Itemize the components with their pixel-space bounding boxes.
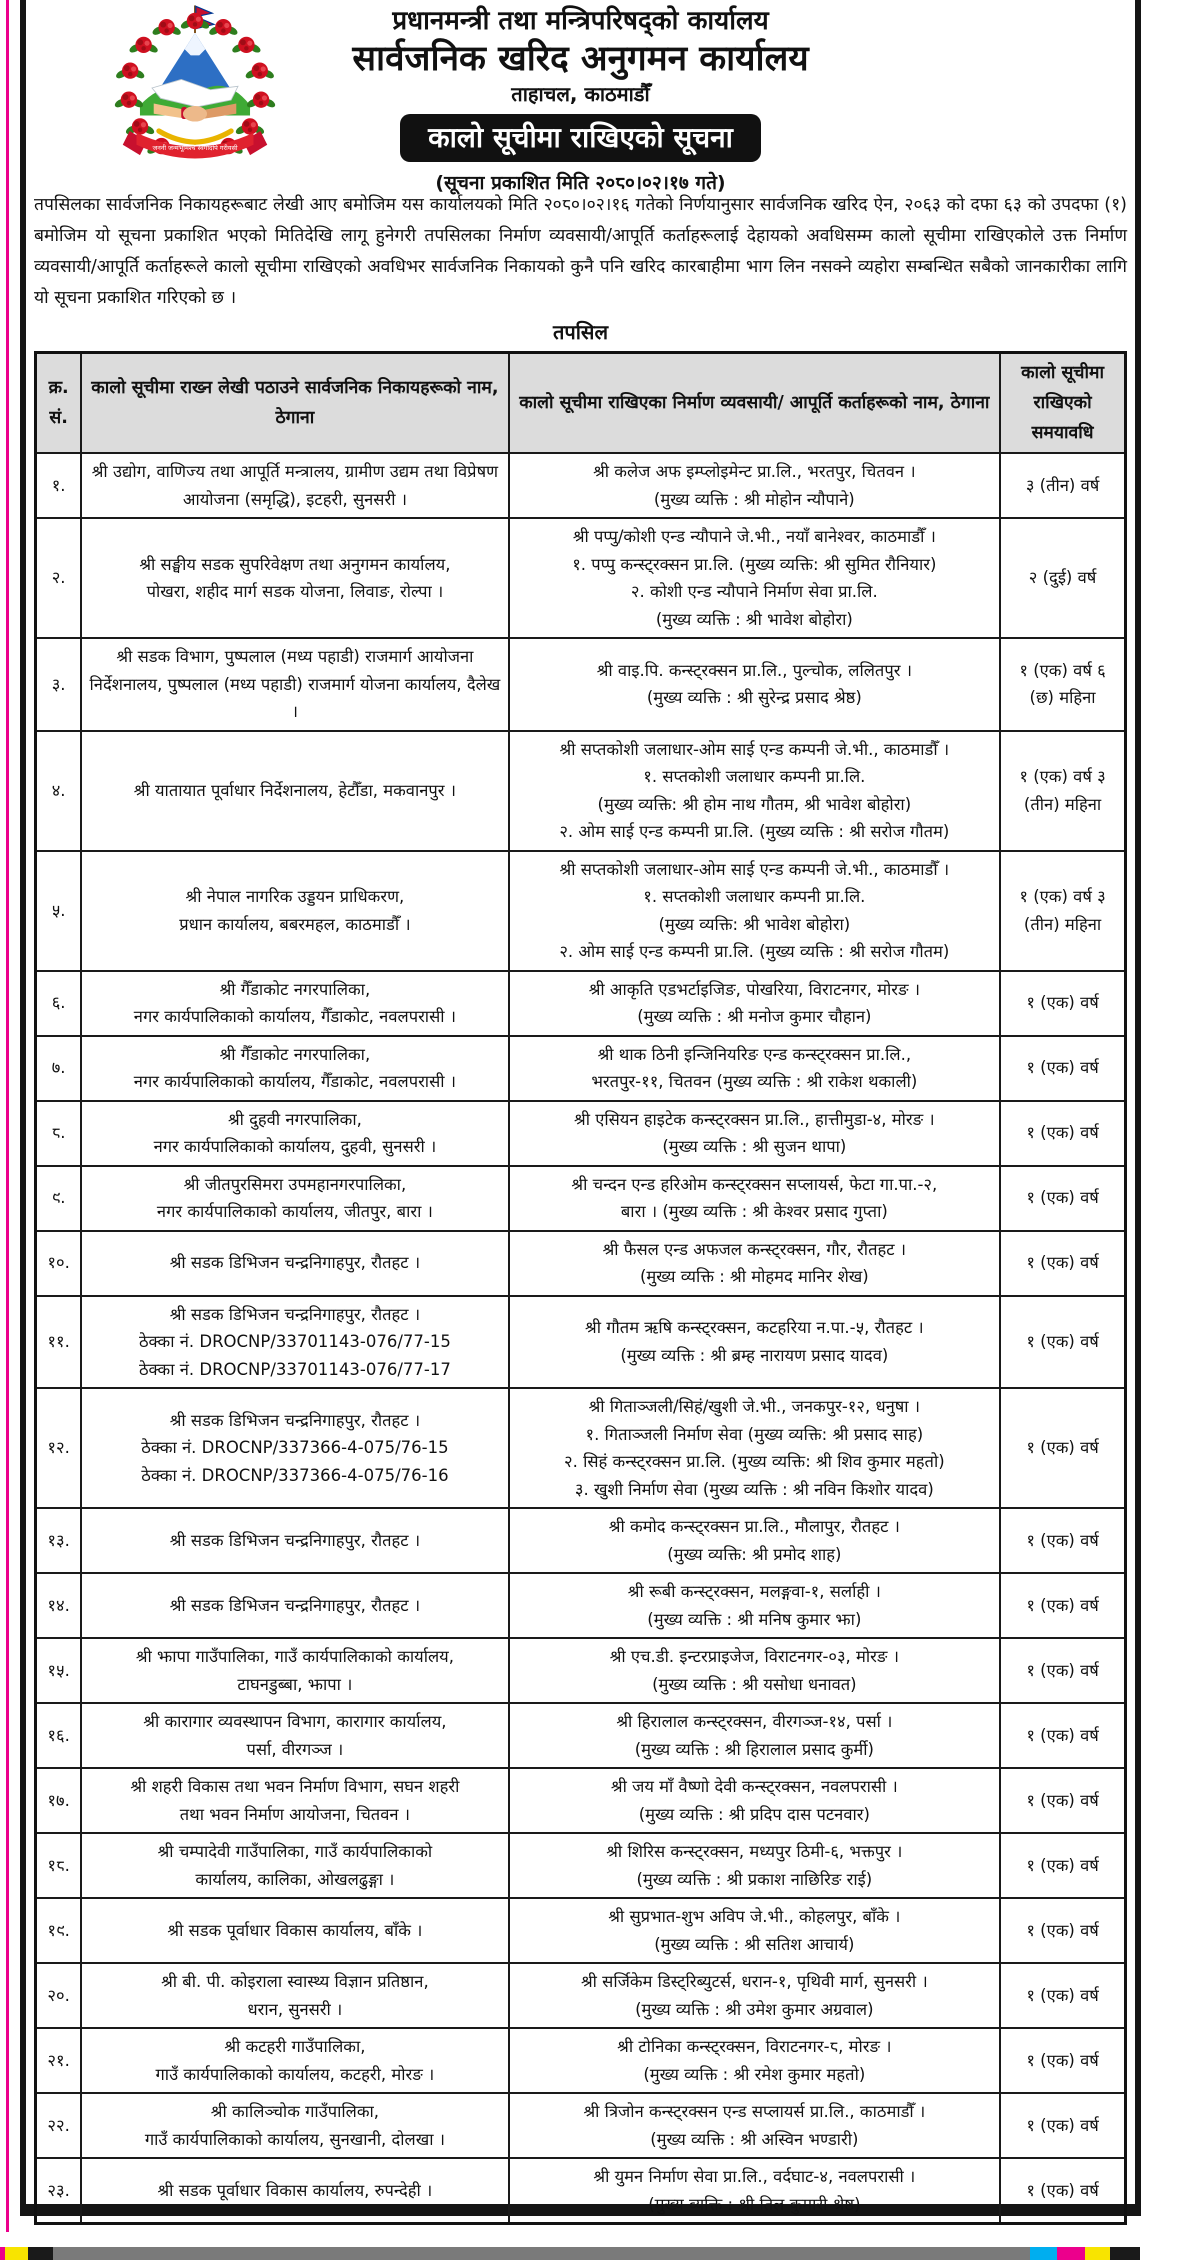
text-line: श्री सडक डिभिजन चन्द्रनिगाहपुर, रौतहट ।	[169, 1410, 421, 1430]
duration-cell: ३ (तीन) वर्ष	[1000, 453, 1125, 518]
duration-cell: १ (एक) वर्ष	[1000, 1963, 1125, 2028]
table-row	[36, 731, 1126, 851]
public-entity-cell	[81, 1231, 508, 1296]
serial-cell: १६.	[36, 1703, 82, 1768]
intro-paragraph: तपसिलका सार्वजनिक निकायहरूबाट लेखी आए बमोजिम यस कार्यालयको मिति २०८०।०२।१६ गतेको निर्णयानुसार सार्वजनिक खरिद ऐन, २०६३ को दफा ६३ को उपदफा (१) बमोजिम यो सूचना प्रकाशित भएको मितिदेखि लागू हुनेगरी तपसिलका निर्माण व्यवसायी/आपूर्ति कर्ताहरूलाई देहायको अवधिसम्म कालो सूचीमा राखिएकोले उक्त निर्माण व्यवसायी/आपूर्ति कर्ताहरूले कालो सूचीमा राखिएको अवधिभर सार्वजनिक निकायको कुनै पनि खरिद कारबाहीमा भाग लिन नसक्ने व्यहोरा सम्बन्धित सबैको जानकारीका लागि यो सूचना प्रकाशित गरिएको छ ।	[34, 195, 1127, 308]
table-row	[36, 1036, 1126, 1101]
table-row	[36, 1573, 1126, 1638]
text-line: श्री सर्जिकेम डिस्ट्रिब्युटर्स, धरान-१, पृथिवी मार्ग, सुनसरी ।	[580, 1972, 928, 1991]
text-line: (मुख्य व्यक्ति : श्री ब्रम्ह नारायण प्रसाद यादव)	[620, 1345, 889, 1365]
contractor-cell	[509, 2158, 1001, 2224]
text-line: ठेक्का नं. DROCNP/33701143-076/77-15	[138, 1332, 451, 1351]
column-header-contractor: कालो सूचीमा राखिएका निर्माण व्यवसायी/ आपूर्ति कर्ताहरूको नाम, ठेगाना	[509, 353, 1001, 454]
serial-cell: १९.	[36, 1898, 82, 1963]
contractor-cell	[509, 1573, 1001, 1638]
duration-cell: १ (एक) वर्ष ६ (छ) महिना	[1000, 638, 1125, 731]
text-line: धरान, सुनसरी ।	[247, 1999, 343, 2019]
text-line: श्री शहरी विकास तथा भवन निर्माण विभाग, सघन शहरी	[130, 1777, 460, 1796]
section-heading: तपसिल	[552, 320, 609, 344]
contractor-cell	[509, 518, 1001, 638]
text-line: श्री चन्दन एन्ड हरिओम कन्स्ट्रक्सन सप्लायर्स, फेटा गा.पा.-२,	[571, 1174, 938, 1194]
table-row	[36, 2093, 1126, 2158]
text-line: (मुख्य व्यक्ति : श्री भावेश बोहोरा)	[655, 609, 853, 629]
text-line: श्री चम्पादेवी गाउँपालिका, गाउँ कार्यपालिकाको	[157, 1842, 433, 1861]
text-line: बारा । (मुख्य व्यक्ति : श्री केश्वर प्रसाद गुप्ता)	[620, 1202, 888, 1221]
text-line: श्री उद्योग, वाणिज्य तथा आपूर्ति मन्त्रालय, ग्रामीण उद्यम तथा विप्रेषण आयोजना (समृद्धि), इटहरी, सुनसरी ।	[91, 462, 499, 509]
text-line: (मुख्य व्यक्ति : श्री सुजन थापा)	[662, 1137, 847, 1156]
public-entity-cell	[81, 1296, 508, 1389]
text-line: श्री सडक डिभिजन चन्द्रनिगाहपुर, रौतहट ।	[169, 1595, 421, 1615]
public-entity-cell	[81, 2028, 508, 2093]
text-line: श्री सडक डिभिजन चन्द्रनिगाहपुर, रौतहट ।	[169, 1304, 421, 1324]
text-line: (मुख्य व्यक्ति : श्री प्रदिप दास पटनवार)	[638, 1804, 870, 1824]
publish-date: (सूचना प्रकाशित मिति २०८०।०२।१७ गते)	[435, 172, 726, 194]
duration-cell: १ (एक) वर्ष	[1000, 1101, 1125, 1166]
public-entity-cell	[81, 1388, 508, 1508]
calibration-yellow-left	[5, 2247, 28, 2260]
text-line: पर्सा, वीरगञ्ज ।	[246, 1739, 344, 1759]
print-calibration-bar	[0, 2247, 1200, 2260]
text-line: श्री त्रिजोन कन्स्ट्रक्सन एन्ड सप्लायर्स प्रा.लि., काठमाडौँ ।	[583, 2102, 926, 2121]
nepal-emblem-graphic	[106, 2, 284, 174]
contractor-cell	[509, 1963, 1001, 2028]
duration-cell: १ (एक) वर्ष ३ (तीन) महिना	[1000, 851, 1125, 971]
text-line: श्री गिताञ्जली/सिहं/खुशी जे.भी., जनकपुर-१२, धनुषा ।	[588, 1397, 921, 1416]
text-line: श्री शिरिस कन्स्ट्रक्सन, मध्यपुर ठिमी-६, भक्तपुर ।	[606, 1842, 903, 1861]
text-line: श्री यातायात पूर्वाधार निर्देशनालय, हेटौँडा, मकवानपुर ।	[133, 780, 457, 800]
public-entity-cell	[81, 1768, 508, 1833]
table-row	[36, 1101, 1126, 1166]
text-line: २. कोशी एन्ड न्यौपाने निर्माण सेवा प्रा.लि.	[630, 582, 878, 601]
table-row	[36, 1638, 1126, 1703]
table-row	[36, 1508, 1126, 1573]
text-line: १. सप्तकोशी जलाधार कम्पनी प्रा.लि.	[643, 887, 866, 906]
calibration-yellow-right	[1085, 2247, 1110, 2260]
public-entity-cell	[81, 731, 508, 851]
text-line: (मुख्य व्यक्ति : श्री प्रकाश नाछिरिङ राई)	[636, 1869, 873, 1889]
text-line: (मुख्य व्यक्ति: श्री प्रमोद शाह)	[667, 1544, 842, 1564]
text-line: श्री कटहरी गाउँपालिका,	[224, 2037, 366, 2056]
public-entity-cell	[81, 1036, 508, 1101]
text-line: श्री गैँडाकोट नगरपालिका,	[219, 1044, 371, 1064]
public-entity-cell	[81, 638, 508, 731]
text-line: ३. खुशी निर्माण सेवा (मुख्य व्यक्ति : श्री नविन किशोर यादव)	[574, 1479, 934, 1499]
duration-cell: १ (एक) वर्ष	[1000, 1231, 1125, 1296]
text-line: प्रधान कार्यालय, बबरमहल, काठमाडौँ ।	[179, 914, 411, 934]
serial-cell: १८.	[36, 1833, 82, 1898]
text-line: टाघनडुब्बा, झापा ।	[237, 1674, 353, 1694]
table-row	[36, 851, 1126, 971]
serial-cell: १२.	[36, 1388, 82, 1508]
text-line: १. सप्तकोशी जलाधार कम्पनी प्रा.लि.	[643, 767, 866, 786]
public-entity-cell	[81, 1703, 508, 1768]
text-line: श्री गैँडाकोट नगरपालिका,	[219, 979, 371, 999]
public-entity-cell	[81, 453, 508, 518]
serial-cell: ८.	[36, 1101, 82, 1166]
public-entity-cell	[81, 1963, 508, 2028]
text-line: श्री थाक ठिनी इन्जिनियरिङ एन्ड कन्स्ट्रक्सन प्रा.लि.,	[597, 1044, 912, 1064]
serial-cell: १०.	[36, 1231, 82, 1296]
text-line: श्री सडक डिभिजन चन्द्रनिगाहपुर, रौतहट ।	[169, 1530, 421, 1550]
table-row	[36, 1231, 1126, 1296]
contractor-cell	[509, 1703, 1001, 1768]
table-row	[36, 518, 1126, 638]
serial-cell: २३.	[36, 2158, 82, 2224]
table-body	[36, 453, 1126, 2224]
table-row	[36, 1296, 1126, 1389]
text-line: श्री गौतम ऋषि कन्स्ट्रक्सन, कटहरिया न.पा.-५, रौतहट ।	[585, 1318, 924, 1338]
text-line: श्री पप्पु/कोशी एन्ड न्यौपाने जे.भी., नयाँ बानेश्वर, काठमाडौँ ।	[572, 527, 936, 546]
table-header-row	[36, 353, 1126, 454]
text-line: १. पप्पु कन्स्ट्रक्सन प्रा.लि. (मुख्य व्यक्ति: श्री सुमित रौनियार)	[572, 554, 937, 574]
serial-cell: ९.	[36, 1166, 82, 1231]
print-registration-line	[6, 0, 9, 2232]
text-line: (मुख्य व्यक्ति : श्री रमेश कुमार महतो)	[643, 2064, 866, 2084]
calibration-cyan	[1030, 2247, 1057, 2260]
contractor-cell	[509, 851, 1001, 971]
text-line: श्री कालिञ्चोक गाउँपालिका,	[210, 2102, 380, 2121]
text-line: श्री कलेज अफ इम्प्लोइमेन्ट प्रा.लि., भरतपुर, चितवन ।	[593, 462, 916, 481]
text-line: श्री सङ्घीय सडक सुपरिवेक्षण तथा अनुगमन कार्यालय,	[139, 554, 451, 574]
text-line: श्री एसियन हाइटेक कन्स्ट्रक्सन प्रा.लि., हात्तीमुडा-४, मोरङ ।	[574, 1109, 935, 1129]
emblem-motto-text: जननी जन्मभूमिश्च स्वर्गादपि गरीयसी	[152, 143, 238, 152]
contractor-cell	[509, 1388, 1001, 1508]
text-line: नगर कार्यपालिकाको कार्यालय, दुहवी, सुनसरी ।	[153, 1137, 437, 1156]
serial-cell: १४.	[36, 1573, 82, 1638]
text-line: (मुख्य व्यक्ति : श्री मोहमद मानिर शेख)	[639, 1267, 869, 1286]
public-entity-cell	[81, 1166, 508, 1231]
table-row	[36, 453, 1126, 518]
text-line: पोखरा, शहीद मार्ग सडक योजना, लिवाङ, रोल्पा ।	[146, 582, 444, 601]
contractor-cell	[509, 1833, 1001, 1898]
public-entity-cell	[81, 1508, 508, 1573]
text-line: (मुख्य व्यक्ति : श्री सतिश आचार्य)	[654, 1934, 855, 1954]
text-line: (मुख्य व्यक्ति : श्री मनोज कुमार चौहान)	[637, 1007, 872, 1026]
table-row	[36, 1898, 1126, 1963]
table-row	[36, 2028, 1126, 2093]
public-entity-cell	[81, 1638, 508, 1703]
parent-office-title: प्रधानमन्त्री तथा मन्त्रिपरिषद्को कार्यालय	[392, 6, 769, 36]
text-line: (मुख्य व्यक्ति : श्री सुरेन्द्र प्रसाद श्रेष्ठ)	[646, 688, 862, 708]
text-line: श्री युमन निर्माण सेवा प्रा.लि., वर्दघाट-४, नवलपरासी ।	[593, 2167, 916, 2186]
text-line: श्री जीतपुरसिमरा उपमहानगरपालिका,	[183, 1174, 407, 1194]
public-entity-cell	[81, 971, 508, 1036]
text-line: २. सिहं कन्स्ट्रक्सन प्रा.लि. (मुख्य व्यक्ति: श्री शिव कुमार महतो)	[564, 1452, 945, 1471]
text-line: (मुख्य व्यक्ति : श्री उमेश कुमार अग्रवाल)	[635, 1999, 874, 2019]
office-address: ताहाचल, काठमाडौँ	[511, 82, 650, 106]
column-header-entity: कालो सूचीमा राख्न लेखी पठाउने सार्वजनिक निकायहरूको नाम, ठेगाना	[81, 353, 508, 454]
contractor-cell	[509, 1166, 1001, 1231]
duration-cell: १ (एक) वर्ष	[1000, 1638, 1125, 1703]
public-entity-cell	[81, 1833, 508, 1898]
public-entity-cell	[81, 851, 508, 971]
contractor-cell	[509, 1768, 1001, 1833]
table-row	[36, 2158, 1126, 2224]
serial-cell: १.	[36, 453, 82, 518]
calibration-black-right	[1110, 2247, 1140, 2260]
text-line: ठेक्का नं. DROCNP/33701143-076/77-17	[138, 1359, 451, 1379]
contractor-cell	[509, 1231, 1001, 1296]
text-line: (मुख्य व्यक्ति : श्री यसोधा धनावत)	[652, 1674, 857, 1694]
table-row	[36, 1963, 1126, 2028]
calibration-gray-strip	[53, 2247, 1030, 2260]
duration-cell: १ (एक) वर्ष	[1000, 2158, 1125, 2224]
blacklist-table	[34, 351, 1127, 2225]
document-frame	[20, 0, 1141, 2216]
duration-cell: १ (एक) वर्ष	[1000, 971, 1125, 1036]
duration-cell: १ (एक) वर्ष	[1000, 2028, 1125, 2093]
text-line: श्री सडक पूर्वाधार विकास कार्यालय, रुपन्देही ।	[157, 2180, 433, 2200]
duration-cell: १ (एक) वर्ष	[1000, 1768, 1125, 1833]
text-line: २. ओम साई एन्ड कम्पनी प्रा.लि. (मुख्य व्यक्ति : श्री सरोज गौतम)	[559, 822, 950, 841]
text-line: (मुख्य व्यक्ति : श्री तिल कुमारी श्रेष्ठ)	[648, 2194, 861, 2214]
text-line: श्री कारागार व्यवस्थापन विभाग, कारागार कार्यालय,	[143, 1712, 447, 1731]
notice-title-badge: कालो सूचीमा राखिएको सूचना	[400, 114, 761, 162]
duration-cell: १ (एक) वर्ष	[1000, 1833, 1125, 1898]
text-line: श्री कमोद कन्स्ट्रक्सन प्रा.लि., मौलापुर, रौतहट ।	[608, 1517, 900, 1536]
text-line: श्री रूबी कन्स्ट्रक्सन, मलङ्गवा-१, सर्लाही ।	[627, 1582, 881, 1601]
text-line: श्री सप्तकोशी जलाधार-ओम साई एन्ड कम्पनी जे.भी., काठमाडौँ ।	[559, 739, 950, 759]
contractor-cell	[509, 971, 1001, 1036]
table-row	[36, 1166, 1126, 1231]
duration-cell: १ (एक) वर्ष	[1000, 1508, 1125, 1573]
text-line: श्री टोनिका कन्स्ट्रक्सन, विराटनगर-८, मोरङ ।	[617, 2037, 892, 2056]
public-entity-cell	[81, 2093, 508, 2158]
serial-cell: २१.	[36, 2028, 82, 2093]
text-line: (मुख्य व्यक्ति: श्री भावेश बोहोरा)	[658, 914, 851, 934]
office-title: सार्वजनिक खरिद अनुगमन कार्यालय	[352, 39, 809, 79]
contractor-cell	[509, 1638, 1001, 1703]
column-header-serial: क्र. सं.	[36, 353, 82, 454]
serial-cell: १७.	[36, 1768, 82, 1833]
contractor-cell	[509, 2093, 1001, 2158]
contractor-cell	[509, 453, 1001, 518]
serial-cell: ३.	[36, 638, 82, 731]
contractor-cell	[509, 1036, 1001, 1101]
serial-cell: २०.	[36, 1963, 82, 2028]
calibration-magenta-right	[1057, 2247, 1085, 2260]
notice-header	[34, 0, 1127, 194]
serial-cell: १३.	[36, 1508, 82, 1573]
duration-cell: १ (एक) वर्ष	[1000, 1573, 1125, 1638]
column-header-duration: कालो सूचीमा राखिएको समयावधि	[1000, 353, 1125, 454]
duration-cell: २ (दुई) वर्ष	[1000, 518, 1125, 638]
serial-cell: २२.	[36, 2093, 82, 2158]
serial-cell: ७.	[36, 1036, 82, 1101]
text-line: कार्यालय, कालिका, ओखलढुङ्गा ।	[195, 1869, 395, 1889]
calibration-black-left	[28, 2247, 53, 2260]
text-line: (मुख्य व्यक्ति : श्री मोहोन न्यौपाने)	[653, 489, 855, 509]
text-line: तथा भवन निर्माण आयोजना, चितवन ।	[179, 1804, 411, 1824]
serial-cell: २.	[36, 518, 82, 638]
text-line: १. गिताञ्जली निर्माण सेवा (मुख्य व्यक्ति: श्री प्रसाद साह)	[585, 1424, 924, 1444]
text-line: श्री हिरालाल कन्स्ट्रक्सन, वीरगञ्ज-१४, पर्सा ।	[616, 1712, 893, 1731]
public-entity-cell	[81, 2158, 508, 2224]
text-line: श्री बी. पी. कोइराला स्वास्थ्य विज्ञान प्रतिष्ठान,	[161, 1972, 429, 1991]
public-entity-cell	[81, 518, 508, 638]
table-row	[36, 638, 1126, 731]
table-row	[36, 1703, 1126, 1768]
text-line: नगर कार्यपालिकाको कार्यालय, गैँडाकोट, नवलपरासी ।	[133, 1072, 457, 1091]
text-line: नगर कार्यपालिकाको कार्यालय, जीतपुर, बारा ।	[156, 1202, 433, 1221]
table-row	[36, 1768, 1126, 1833]
text-line: (मुख्य व्यक्ति : श्री अस्विन भण्डारी)	[650, 2129, 859, 2149]
duration-cell: १ (एक) वर्ष	[1000, 1036, 1125, 1101]
text-line: नगर कार्यपालिकाको कार्यालय, गैँडाकोट, नवलपरासी ।	[133, 1007, 457, 1026]
duration-cell: १ (एक) वर्ष	[1000, 1703, 1125, 1768]
text-line: श्री सडक पूर्वाधार विकास कार्यालय, बाँके ।	[167, 1920, 423, 1940]
text-line: श्री सप्तकोशी जलाधार-ओम साई एन्ड कम्पनी जे.भी., काठमाडौँ ।	[559, 859, 950, 879]
serial-cell: ११.	[36, 1296, 82, 1389]
text-line: श्री आकृति एडभर्टाइजिङ, पोखरिया, विराटनगर, मोरङ ।	[588, 979, 920, 999]
text-line: ठेक्का नं. DROCNP/337366-4-075/76-15	[141, 1438, 449, 1458]
duration-cell: १ (एक) वर्ष	[1000, 1166, 1125, 1231]
public-entity-cell	[81, 1898, 508, 1963]
text-line: (मुख्य व्यक्ति : श्री हिरालाल प्रसाद कुर्मी)	[634, 1739, 874, 1759]
text-line: श्री जय माँ वैष्णो देवी कन्स्ट्रक्सन, नवलपरासी ।	[610, 1777, 898, 1796]
serial-cell: ४.	[36, 731, 82, 851]
duration-cell: १ (एक) वर्ष	[1000, 1898, 1125, 1963]
text-line: गाउँ कार्यपालिकाको कार्यालय, सुनखानी, दोलखा ।	[144, 2129, 445, 2149]
table-header	[36, 353, 1126, 454]
contractor-cell	[509, 1898, 1001, 1963]
public-entity-cell	[81, 1101, 508, 1166]
public-entity-cell	[81, 1573, 508, 1638]
duration-cell: १ (एक) वर्ष ३ (तीन) महिना	[1000, 731, 1125, 851]
text-line: श्री झापा गाउँपालिका, गाउँ कार्यपालिकाको कार्यालय,	[135, 1647, 454, 1666]
serial-cell: ६.	[36, 971, 82, 1036]
serial-cell: १५.	[36, 1638, 82, 1703]
contractor-cell	[509, 2028, 1001, 2093]
text-line: २. ओम साई एन्ड कम्पनी प्रा.लि. (मुख्य व्यक्ति : श्री सरोज गौतम)	[559, 942, 950, 961]
text-line: (मुख्य व्यक्ति: श्री होम नाथ गौतम, श्री भावेश बोहोरा)	[597, 794, 912, 814]
duration-cell: १ (एक) वर्ष	[1000, 2093, 1125, 2158]
text-line: भरतपुर-११, चितवन (मुख्य व्यक्ति : श्री राकेश थकाली)	[591, 1072, 918, 1091]
text-line: श्री नेपाल नागरिक उड्डयन प्राधिकरण,	[185, 887, 405, 906]
duration-cell: १ (एक) वर्ष	[1000, 1296, 1125, 1389]
table-row	[36, 1833, 1126, 1898]
contractor-cell	[509, 1101, 1001, 1166]
table-row	[36, 971, 1126, 1036]
text-line: श्री सडक विभाग, पुष्पलाल (मध्य पहाडी) राजमार्ग आयोजना निर्देशनालय, पुष्पलाल (मध्य पहाडी) राजमार्ग योजना कार्यालय, दैलेख ।	[89, 647, 501, 721]
table-row	[36, 1388, 1126, 1508]
nepal-government-emblem	[106, 2, 284, 174]
contractor-cell	[509, 731, 1001, 851]
serial-cell: ५.	[36, 851, 82, 971]
text-line: गाउँ कार्यपालिकाको कार्यालय, कटहरी, मोरङ ।	[155, 2064, 435, 2084]
text-line: ठेक्का नं. DROCNP/337366-4-075/76-16	[141, 1465, 449, 1485]
text-line: (मुख्य व्यक्ति : श्री मनिष कुमार झा)	[647, 1609, 862, 1629]
text-line: श्री दुहवी नगरपालिका,	[227, 1109, 362, 1129]
text-line: श्री वाइ.पि. कन्स्ट्रक्सन प्रा.लि., पुल्चोक, ललितपुर ।	[596, 660, 912, 680]
contractor-cell	[509, 1508, 1001, 1573]
text-line: श्री सडक डिभिजन चन्द्रनिगाहपुर, रौतहट ।	[169, 1253, 421, 1273]
contractor-cell	[509, 1296, 1001, 1389]
duration-cell: १ (एक) वर्ष	[1000, 1388, 1125, 1508]
text-line: श्री एच.डी. इन्टरप्राइजेज, विराटनगर-०३, मोरङ ।	[609, 1647, 899, 1666]
contractor-cell	[509, 638, 1001, 731]
text-line: श्री सुप्रभात-शुभ अविप जे.भी., कोहलपुर, बाँके ।	[608, 1907, 901, 1926]
text-line: श्री फैसल एन्ड अफजल कन्स्ट्रक्सन, गौर, रौतहट ।	[602, 1239, 907, 1259]
